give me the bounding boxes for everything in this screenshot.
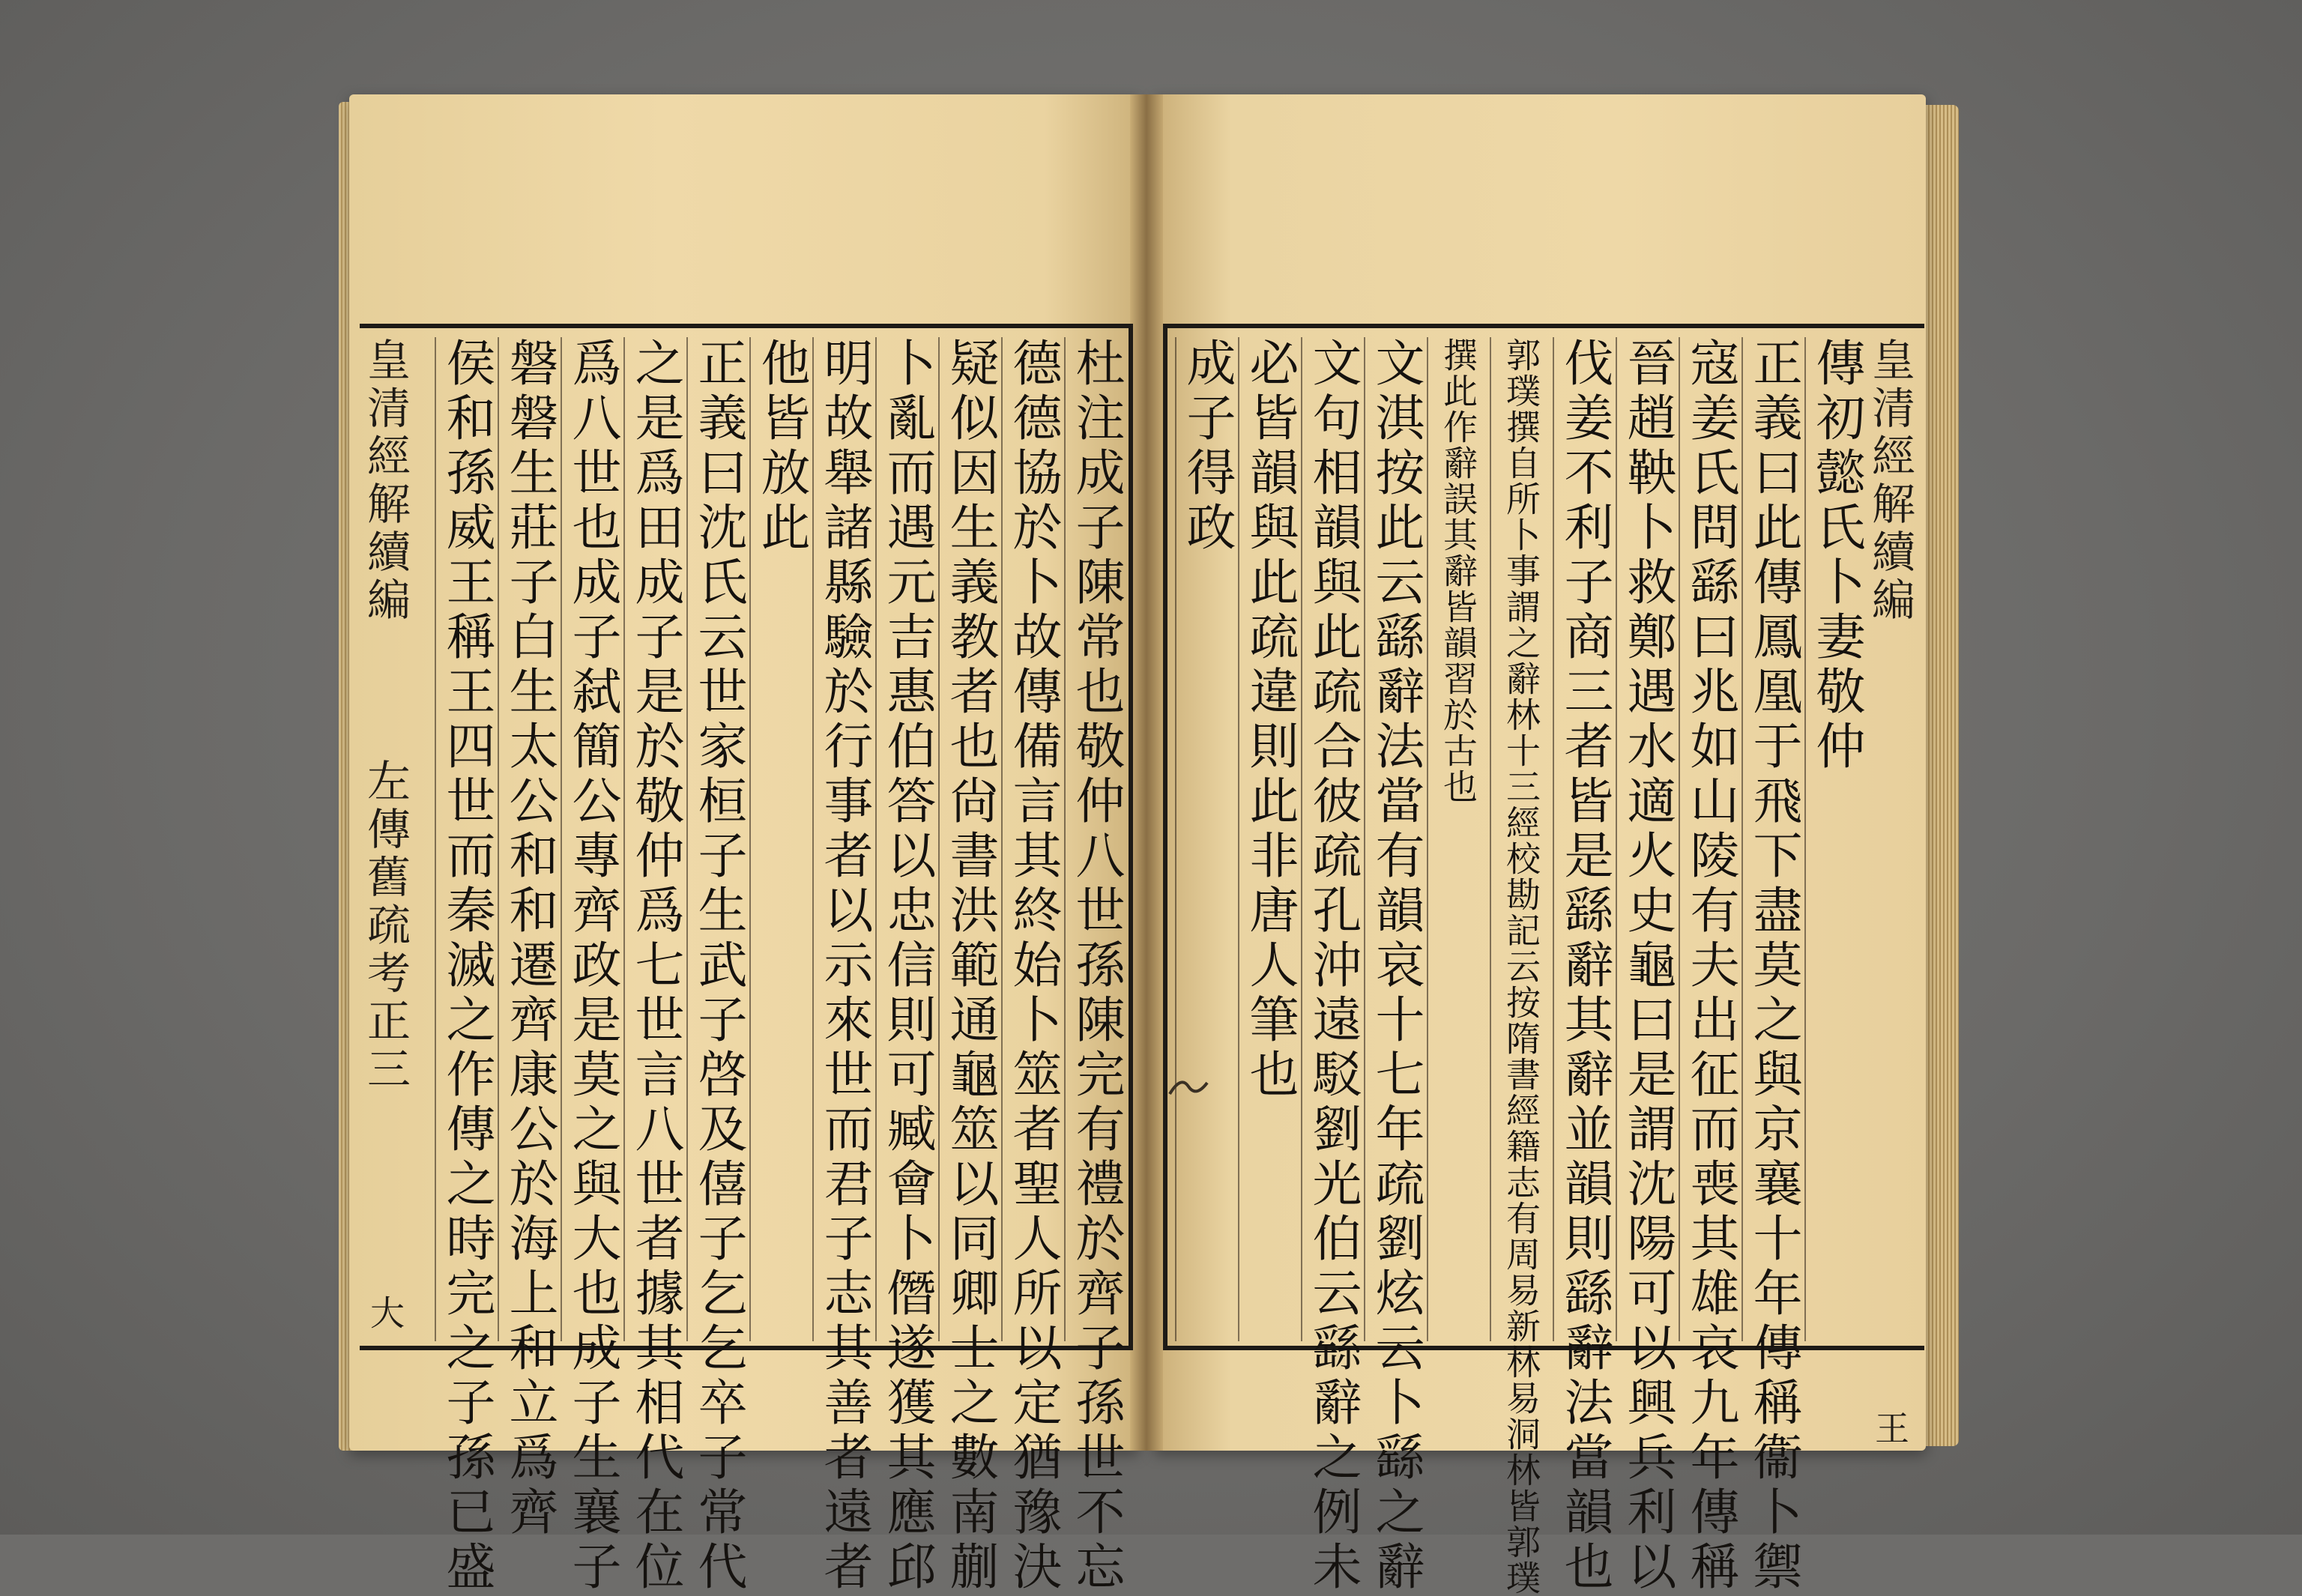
- book-gutter: [1130, 94, 1163, 1451]
- right-column-4: 晉趙鞅卜救鄭遇水適火史龜曰是謂沈陽可以興兵利以: [1616, 337, 1679, 1341]
- left-column-4: 卜亂而遇元吉惠伯答以忠信則可臧會卜僭遂獲其應邱: [875, 337, 938, 1341]
- left-column-11: 侯和孫威王稱王四世而秦滅之作傳之時完之子孫已盛: [435, 337, 498, 1341]
- left-column-7: 正義曰沈氏云世家桓子生武子啓及僖子乞乞卒子常代: [686, 337, 749, 1341]
- right-margin-strip: [1864, 337, 1921, 1449]
- right-column-6: 郭璞撰自所卜事謂之辭林十三經校勘記云按隋書經籍志有周易新林易洞林皆郭璞: [1490, 337, 1553, 1341]
- right-column-10: 必皆韻與此疏違則此非唐人筆也: [1238, 337, 1301, 1341]
- left-margin-title: 皇清經解續編: [360, 337, 411, 625]
- ink-smudge-mark: [1166, 1071, 1211, 1101]
- left-column-10: 磐磐生莊子白生太公和和遷齊康公於海上和立爲齊: [498, 337, 561, 1341]
- right-margin-title: 皇清經解續編: [1864, 337, 1915, 625]
- left-column-2: 德德協於卜故傳備言其終始卜筮者聖人所以定猶豫決: [1001, 337, 1064, 1341]
- left-margin-strip: [360, 337, 417, 1341]
- right-column-3: 寇姜氏問繇曰兆如山陵有夫出征而喪其雄哀九年傳稱: [1679, 337, 1741, 1341]
- left-margin-subtitle: 左傳舊疏考正三: [360, 758, 411, 1094]
- right-column-7: 撰此作辭誤其辭皆韻習於古也: [1427, 337, 1490, 1341]
- right-column-9: 文句相韻與此疏合彼疏孔沖遠駁劉光伯云繇辭之例未: [1301, 337, 1364, 1341]
- left-column-6: 他皆放此: [749, 337, 812, 1341]
- right-column-5: 伐姜不利子商三者皆是繇辭其辭並韻則繇辭法當韻也: [1553, 337, 1616, 1341]
- left-folio: 大: [365, 1295, 405, 1334]
- right-column-1: 傳初懿氏卜妻敬仲: [1804, 337, 1867, 1341]
- left-column-1: 杜注成子陳常也敬仲八世孫陳完有禮於齊子孫世不忘: [1064, 337, 1127, 1341]
- right-column-2: 正義曰此傳鳳凰于飛下盡莫之與京襄十年傳稱衞卜禦: [1741, 337, 1804, 1341]
- left-column-9: 爲八世也成子弑簡公專齊政是莫之與大也成子生襄子: [561, 337, 623, 1341]
- right-column-11: 成子得政: [1175, 337, 1238, 1341]
- right-folio: 王: [1870, 1410, 1910, 1449]
- left-column-5: 明故舉諸縣驗於行事者以示來世而君子志其善者遠者: [812, 337, 875, 1341]
- left-column-3: 疑似因生義教者也尙書洪範通龜筮以同卿士之數南蒯: [938, 337, 1001, 1341]
- right-column-8: 文淇按此云繇辭法當有韻哀十七年疏劉炫云卜繇之辭: [1364, 337, 1427, 1341]
- left-column-8: 之是爲田成子是於敬仲爲七世言八世者據其相代在位: [623, 337, 686, 1341]
